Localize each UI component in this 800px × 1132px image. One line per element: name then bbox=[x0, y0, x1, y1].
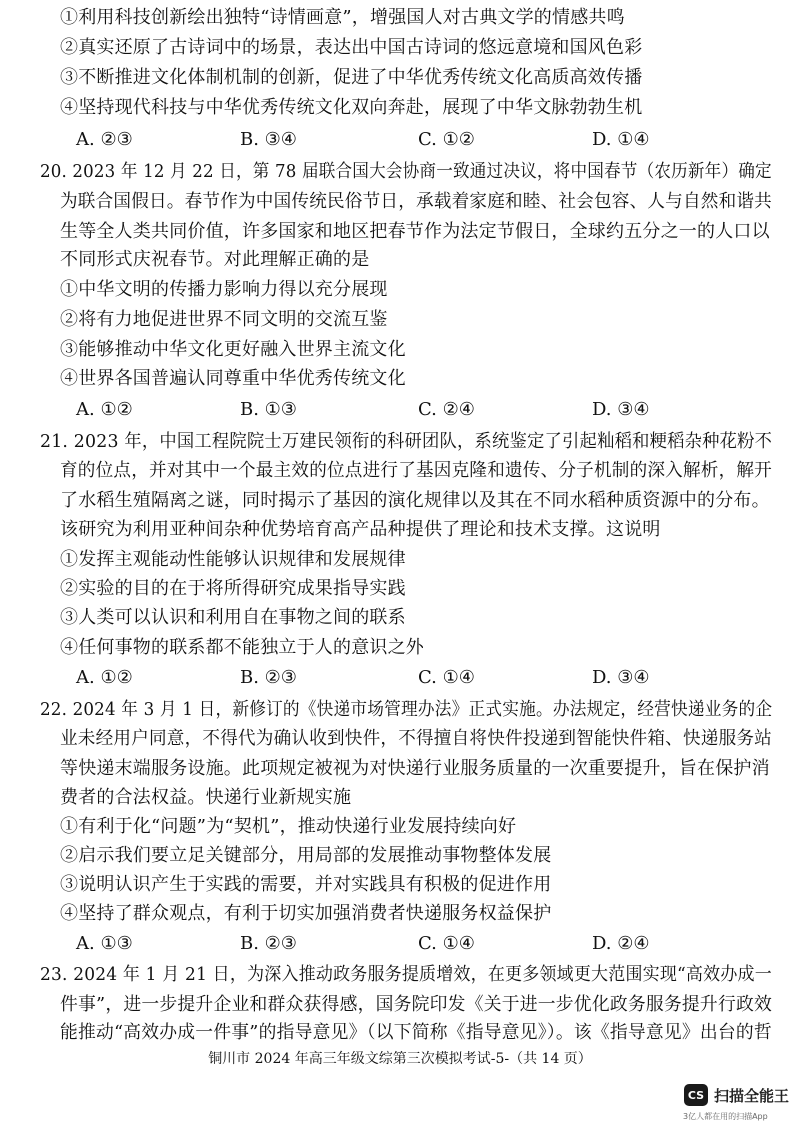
q19-option-c: C. ①② bbox=[418, 129, 475, 150]
q21-option-b: B. ②③ bbox=[240, 667, 297, 688]
q19-option-b: B. ③④ bbox=[240, 129, 297, 150]
q20-item-3: ③能够推动中华文化更好融入世界主流文化 bbox=[60, 339, 406, 360]
q21-stem-4: 该研究为利用亚种间杂种优势培育高产品种提供了理论和技术支撑。这说明 bbox=[60, 519, 661, 540]
q23-stem-1: 23. 2024 年 1 月 21 日，为深入推动政务服务提质增效，在更多领域更大范围实现“高效办成一 bbox=[40, 964, 772, 985]
q20-item-2: ②将有力地促进世界不同文明的交流互鉴 bbox=[60, 309, 388, 330]
q19-item-4: ④坚持现代科技与中华优秀传统文化双向奔赴，展现了中华文脉勃勃生机 bbox=[60, 97, 643, 118]
q19-option-a: A. ②③ bbox=[76, 129, 133, 150]
q20-option-a: A. ①② bbox=[76, 399, 133, 420]
q21-option-c: C. ①④ bbox=[418, 667, 475, 688]
q21-stem-2: 育的位点，并对其中一个最主效的位点进行了基因克隆和遗传、分子机制的深入解析，解开 bbox=[60, 460, 772, 481]
q22-option-a: A. ①③ bbox=[76, 933, 133, 954]
q21-stem-1: 21. 2023 年，中国工程院院士万建民领衔的科研团队，系统鉴定了引起籼稻和粳稻杂种花粉不 bbox=[40, 431, 773, 452]
q22-option-c: C. ①④ bbox=[418, 933, 475, 954]
q20-stem-4: 不同形式庆祝春节。对此理解正确的是 bbox=[60, 249, 370, 270]
q21-item-4: ④任何事物的联系都不能独立于人的意识之外 bbox=[60, 637, 424, 658]
page-footer: 铜川市 2024 年高三年级文综第三次模拟考试-5-（共 14 页） bbox=[208, 1051, 592, 1067]
q22-stem-2: 业未经用户同意，不得代为确认收到快件，不得擅自将快件投递到智能快件箱、快递服务站 bbox=[60, 728, 772, 749]
q22-stem-3: 等快递末端服务设施。此项规定被视为对快递行业服务质量的一次重要提升，旨在保护消 bbox=[60, 758, 770, 779]
q23-stem-3: 能推动“高效办成一件事”的指导意见》（以下简称《指导意见》）。该《指导意见》出台的哲 bbox=[60, 1022, 772, 1043]
q20-stem-3: 生等全人类共同价值，许多国家和地区把春节作为法定节假日，全球约五分之一的人口以 bbox=[60, 221, 770, 242]
q20-stem-1: 20. 2023 年 12 月 22 日，第 78 届联合国大会协商一致通过决议，将中国春节（农历新年）确定 bbox=[40, 161, 772, 182]
q21-item-3: ③人类可以认识和利用自在事物之间的联系 bbox=[60, 607, 406, 628]
q20-item-1: ①中华文明的传播力影响力得以充分展现 bbox=[60, 279, 388, 300]
q22-item-4: ④坚持了群众观点，有利于切实加强消费者快递服务权益保护 bbox=[60, 903, 552, 924]
q20-option-c: C. ②④ bbox=[418, 399, 475, 420]
q22-stem-4: 费者的合法权益。快递行业新规实施 bbox=[60, 787, 352, 808]
q19-item-2: ②真实还原了古诗词中的场景，表达出中国古诗词的悠远意境和国风色彩 bbox=[60, 37, 643, 58]
q22-item-2: ②启示我们要立足关键部分，用局部的发展推动事物整体发展 bbox=[60, 845, 552, 866]
q22-option-d: D. ②④ bbox=[592, 933, 650, 954]
camscanner-logo-icon: CS bbox=[684, 1084, 708, 1106]
q22-item-1: ①有利于化“问题”为“契机”，推动快递行业发展持续向好 bbox=[60, 816, 517, 837]
q22-item-3: ③说明认识产生于实践的需要，并对实践具有积极的促进作用 bbox=[60, 874, 552, 895]
q19-option-d: D. ①④ bbox=[592, 129, 650, 150]
q20-stem-2: 为联合国假日。春节作为中国传统民俗节日，承载着家庭和睦、社会包容、人与自然和谐共 bbox=[60, 191, 772, 212]
q21-option-d: D. ③④ bbox=[592, 667, 650, 688]
q21-item-2: ②实验的目的在于将所得研究成果指导实践 bbox=[60, 578, 406, 599]
q21-option-a: A. ①② bbox=[76, 667, 133, 688]
scanner-tagline: 3亿人都在用的扫描App bbox=[683, 1112, 768, 1121]
q20-option-b: B. ①③ bbox=[240, 399, 297, 420]
q22-option-b: B. ②③ bbox=[240, 933, 297, 954]
q20-item-4: ④世界各国普遍认同尊重中华优秀传统文化 bbox=[60, 368, 406, 389]
q22-stem-1: 22. 2024 年 3 月 1 日，新修订的《快递市场管理办法》正式实施。办法规定，经营快递业务的企 bbox=[40, 699, 773, 720]
q23-stem-2: 件事”，进一步提升企业和群众获得感，国务院印发《关于进一步优化政务服务提升行政效 bbox=[60, 994, 773, 1015]
q21-stem-3: 了水稻生殖隔离之谜，同时揭示了基因的演化规律以及其在不同水稻种质资源中的分布。 bbox=[60, 490, 770, 511]
q19-item-1: ①利用科技创新绘出独特“诗情画意”，增强国人对古典文学的情感共鸣 bbox=[60, 7, 625, 28]
scanner-app-name: 扫描全能王 bbox=[714, 1086, 790, 1105]
scanner-watermark bbox=[684, 1084, 789, 1106]
q19-item-3: ③不断推进文化体制机制的创新，促进了中华优秀传统文化高质高效传播 bbox=[60, 67, 643, 88]
q21-item-1: ①发挥主观能动性能够认识规律和发展规律 bbox=[60, 549, 406, 570]
q20-option-d: D. ③④ bbox=[592, 399, 650, 420]
